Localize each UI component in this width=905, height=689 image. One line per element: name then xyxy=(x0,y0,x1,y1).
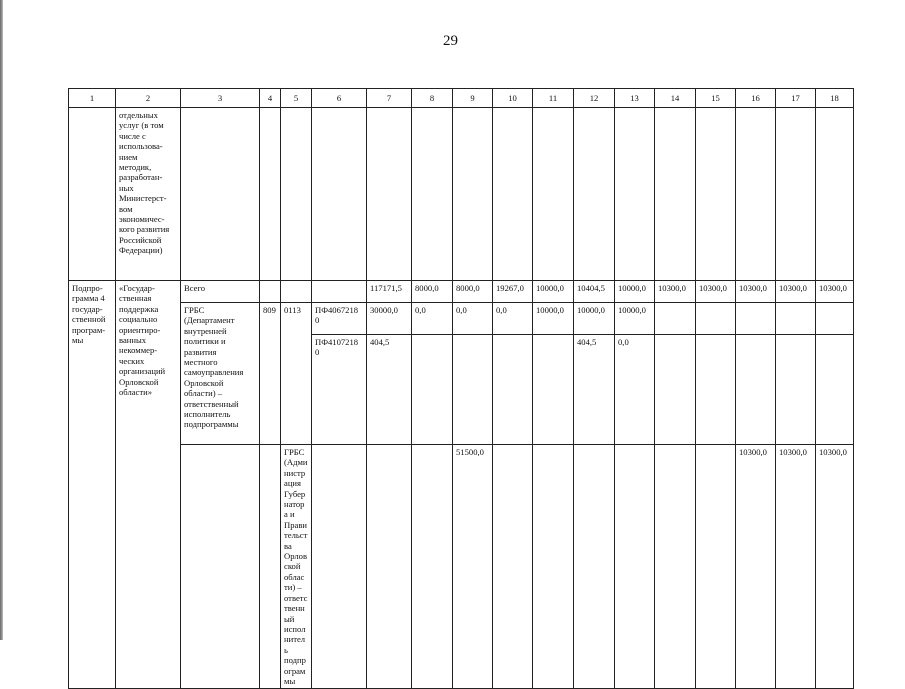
value-cell xyxy=(574,445,615,689)
value-cell xyxy=(696,303,736,335)
column-header: 18 xyxy=(816,89,854,108)
table-cell xyxy=(181,445,260,689)
column-header: 9 xyxy=(453,89,493,108)
table-cell xyxy=(260,281,281,303)
value-cell: 10000,0 xyxy=(533,303,574,335)
page-number: 29 xyxy=(443,33,458,49)
value-cell xyxy=(493,335,533,445)
value-cell: 8000,0 xyxy=(412,281,453,303)
value-cell: 10300,0 xyxy=(776,281,816,303)
table-cell xyxy=(312,281,367,303)
column-header: 4 xyxy=(260,89,281,108)
value-cell: 10300,0 xyxy=(776,445,816,689)
table-cell xyxy=(281,281,312,303)
value-cell: 0,0 xyxy=(615,335,655,445)
total-row xyxy=(69,281,854,303)
table-cell xyxy=(412,108,453,281)
value-cell: 10000,0 xyxy=(574,303,615,335)
value-cell: 19267,0 xyxy=(493,281,533,303)
table-cell xyxy=(615,108,655,281)
code-cell: ПФ4107218 0 xyxy=(312,335,367,445)
value-cell: 30000,0 xyxy=(367,303,412,335)
table-cell xyxy=(367,108,412,281)
column-header: 16 xyxy=(736,89,776,108)
grbs2-row xyxy=(69,445,854,689)
value-cell: 10000,0 xyxy=(615,281,655,303)
value-cell: 10300,0 xyxy=(816,281,854,303)
column-header: 15 xyxy=(696,89,736,108)
value-cell: 51500,0 xyxy=(453,445,493,689)
column-header: 12 xyxy=(574,89,615,108)
value-cell xyxy=(816,303,854,335)
column-header: 14 xyxy=(655,89,696,108)
value-cell xyxy=(655,445,696,689)
value-cell: 404,5 xyxy=(574,335,615,445)
column-header: 17 xyxy=(776,89,816,108)
value-cell xyxy=(412,335,453,445)
scan-edge xyxy=(0,0,3,640)
continuation-text: отдельных услуг (в том числе с использова- нием методик, разработан- ных Министерст- вом экономичес- кого развития Российской Федерации) xyxy=(116,108,181,281)
header-row xyxy=(69,89,854,108)
column-header: 7 xyxy=(367,89,412,108)
value-cell xyxy=(736,303,776,335)
value-cell xyxy=(776,303,816,335)
budget-table xyxy=(68,88,854,689)
table-cell xyxy=(260,108,281,281)
value-cell: 10300,0 xyxy=(696,281,736,303)
value-cell xyxy=(615,445,655,689)
column-header: 6 xyxy=(312,89,367,108)
grbs1-label: ГРБС (Департамент внутренней политики и развития местного самоуправления Орловской области) – ответственный исполнитель подпрограммы xyxy=(181,303,260,445)
value-cell xyxy=(655,335,696,445)
column-header: 13 xyxy=(615,89,655,108)
value-cell xyxy=(776,335,816,445)
table-cell xyxy=(696,108,736,281)
value-cell: 0,0 xyxy=(493,303,533,335)
table-cell xyxy=(260,445,281,689)
subprogram-name: Подпро- грамма 4 государ- ственной програм- мы xyxy=(69,281,116,689)
value-cell xyxy=(493,445,533,689)
value-cell: 10300,0 xyxy=(736,445,776,689)
value-cell xyxy=(736,335,776,445)
value-cell xyxy=(533,445,574,689)
subprogram-title: «Государ- ственная поддержка социально ориентиро- ванных некоммер- ческих организаций Орловской области» xyxy=(116,281,181,689)
value-cell: 10300,0 xyxy=(816,445,854,689)
value-cell xyxy=(533,335,574,445)
column-header: 11 xyxy=(533,89,574,108)
value-cell: 10000,0 xyxy=(533,281,574,303)
table-cell xyxy=(493,108,533,281)
value-cell: 10300,0 xyxy=(655,281,696,303)
value-cell: 10404,5 xyxy=(574,281,615,303)
table-cell xyxy=(312,445,367,689)
value-cell xyxy=(696,335,736,445)
table-cell xyxy=(412,445,453,689)
value-cell xyxy=(696,445,736,689)
total-label: Всего xyxy=(181,281,260,303)
code-cell: ПФ4067218 0 xyxy=(312,303,367,335)
column-header: 1 xyxy=(69,89,116,108)
continuation-row xyxy=(69,108,854,281)
table-cell xyxy=(181,108,260,281)
table-cell xyxy=(736,108,776,281)
table-cell xyxy=(367,445,412,689)
grbs1-row-a xyxy=(69,303,854,335)
value-cell: 0,0 xyxy=(453,303,493,335)
table-cell xyxy=(533,108,574,281)
value-cell xyxy=(816,335,854,445)
code-cell: 809 xyxy=(260,303,281,445)
value-cell: 404,5 xyxy=(367,335,412,445)
value-cell xyxy=(655,303,696,335)
value-cell: 10000,0 xyxy=(615,303,655,335)
value-cell: 10300,0 xyxy=(736,281,776,303)
table-cell xyxy=(281,108,312,281)
column-header: 5 xyxy=(281,89,312,108)
column-header: 8 xyxy=(412,89,453,108)
column-header: 3 xyxy=(181,89,260,108)
table-cell xyxy=(453,108,493,281)
table-cell xyxy=(69,108,116,281)
grbs2-label: ГРБС (Администрация Губернатора и Правительства Орловской области) – ответственный исполнитель подпрограммы xyxy=(281,445,312,689)
value-cell xyxy=(453,335,493,445)
table-cell xyxy=(574,108,615,281)
table-cell xyxy=(816,108,854,281)
column-header: 2 xyxy=(116,89,181,108)
value-cell: 0,0 xyxy=(412,303,453,335)
table-cell xyxy=(655,108,696,281)
table-cell xyxy=(312,108,367,281)
column-header: 10 xyxy=(493,89,533,108)
code-cell: 0113 xyxy=(281,303,312,445)
table-cell xyxy=(776,108,816,281)
value-cell: 8000,0 xyxy=(453,281,493,303)
value-cell: 117171,5 xyxy=(367,281,412,303)
